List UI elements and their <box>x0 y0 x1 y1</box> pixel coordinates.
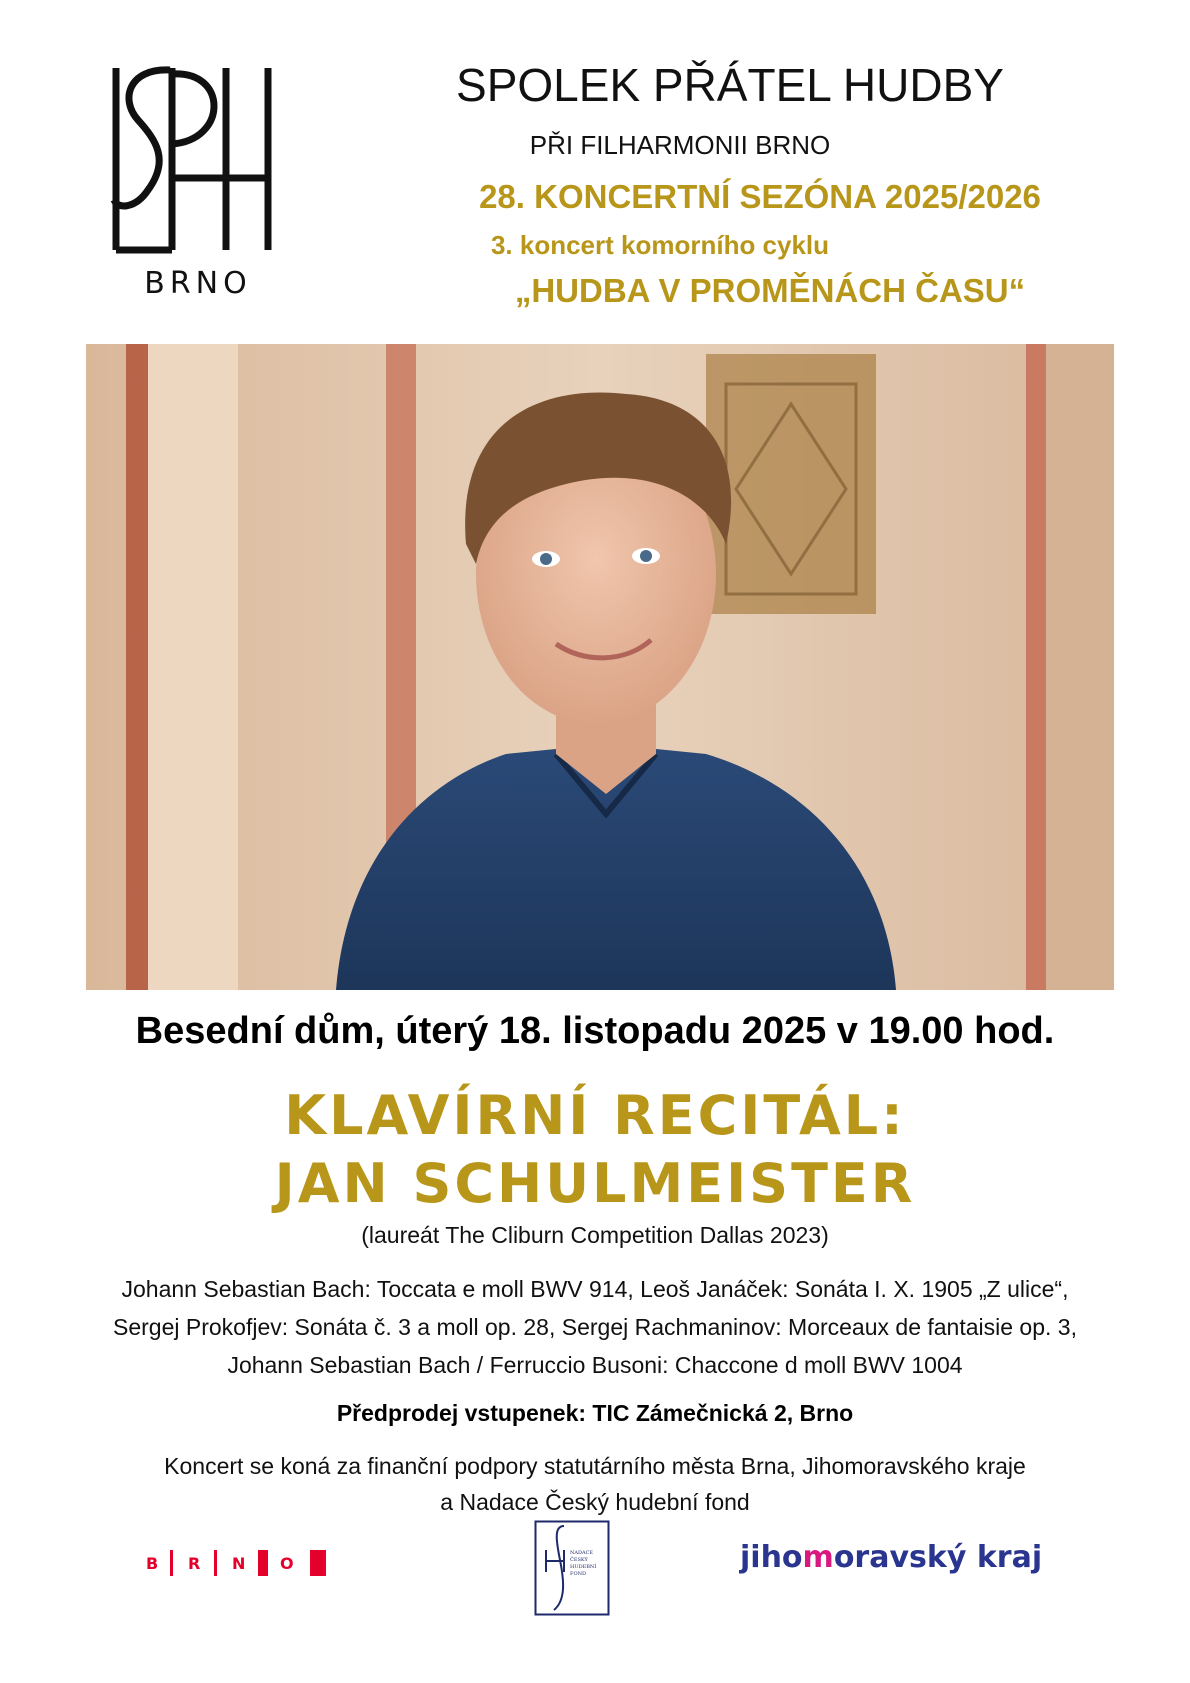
nadace-text-line: FOND <box>570 1571 586 1577</box>
sph-logo <box>108 60 288 322</box>
presale-info: Předprodej vstupenek: TIC Zámečnická 2, Brno <box>336 1400 854 1426</box>
program-list <box>40 1270 1150 1384</box>
venue-date: Besední dům, úterý 18. listopadu 2025 v 19.00 hod. <box>135 1010 1055 1052</box>
laureate-note: (laureát The Cliburn Competition Dallas 2023) <box>361 1222 829 1248</box>
jihomoravsky-kraj-logo <box>740 1540 1080 1586</box>
support-line: Koncert se koná za finanční podpory statutárního města Brna, Jihomoravského kraje <box>164 1453 1026 1479</box>
jmk-text-accent: m <box>802 1540 834 1575</box>
org-subtitle: PŘI FILHARMONII BRNO <box>529 130 831 160</box>
org-title: SPOLEK PŘÁTEL HUDBY <box>456 59 1004 111</box>
brno-letter-b: B <box>146 1554 159 1573</box>
cycle-title: „HUDBA V PROMĚNÁCH ČASU“ <box>514 272 1026 309</box>
concert-number: 3. koncert komorního cyklu <box>490 230 830 260</box>
nadace-text-line: ČESKÝ <box>570 1557 588 1563</box>
sph-monogram-icon <box>108 60 288 260</box>
recital-title-line1: KLAVÍRNÍ RECITÁL: <box>284 1084 906 1147</box>
brno-letter-o: O <box>280 1554 294 1573</box>
logo-city-text: BRNO <box>144 266 252 301</box>
program-line: Johann Sebastian Bach / Ferruccio Busoni: Chaccone d moll BWV 1004 <box>227 1352 963 1378</box>
recital-title-line2: JAN SCHULMEISTER <box>274 1152 916 1215</box>
brno-letter-n: N <box>232 1554 246 1573</box>
recital-title <box>0 1082 1190 1218</box>
season-title: 28. KONCERTNÍ SEZÓNA 2025/2026 <box>479 178 1041 215</box>
pianist-photo <box>86 344 1114 990</box>
jmk-text-part: jiho <box>740 1540 803 1575</box>
nadace-text-line: NADACE <box>570 1550 594 1556</box>
brno-letter-r: R <box>188 1554 201 1573</box>
program-line: Johann Sebastian Bach: Toccata e moll BWV 914, Leoš Janáček: Sonáta I. X. 1905 „Z ulice“, <box>121 1276 1069 1302</box>
support-note <box>60 1448 1130 1520</box>
support-line: a Nadace Český hudební fond <box>440 1489 750 1515</box>
nadace-chf-logo <box>534 1520 610 1616</box>
nadace-text-line: HUDEBNÍ <box>570 1564 597 1570</box>
brno-city-logo <box>140 1540 350 1586</box>
program-line: Sergej Prokofjev: Sonáta č. 3 a moll op. 28, Sergej Rachmaninov: Morceaux de fantaisie op. 3, <box>113 1314 1077 1340</box>
jmk-text-part: oravský kraj <box>833 1540 1043 1575</box>
